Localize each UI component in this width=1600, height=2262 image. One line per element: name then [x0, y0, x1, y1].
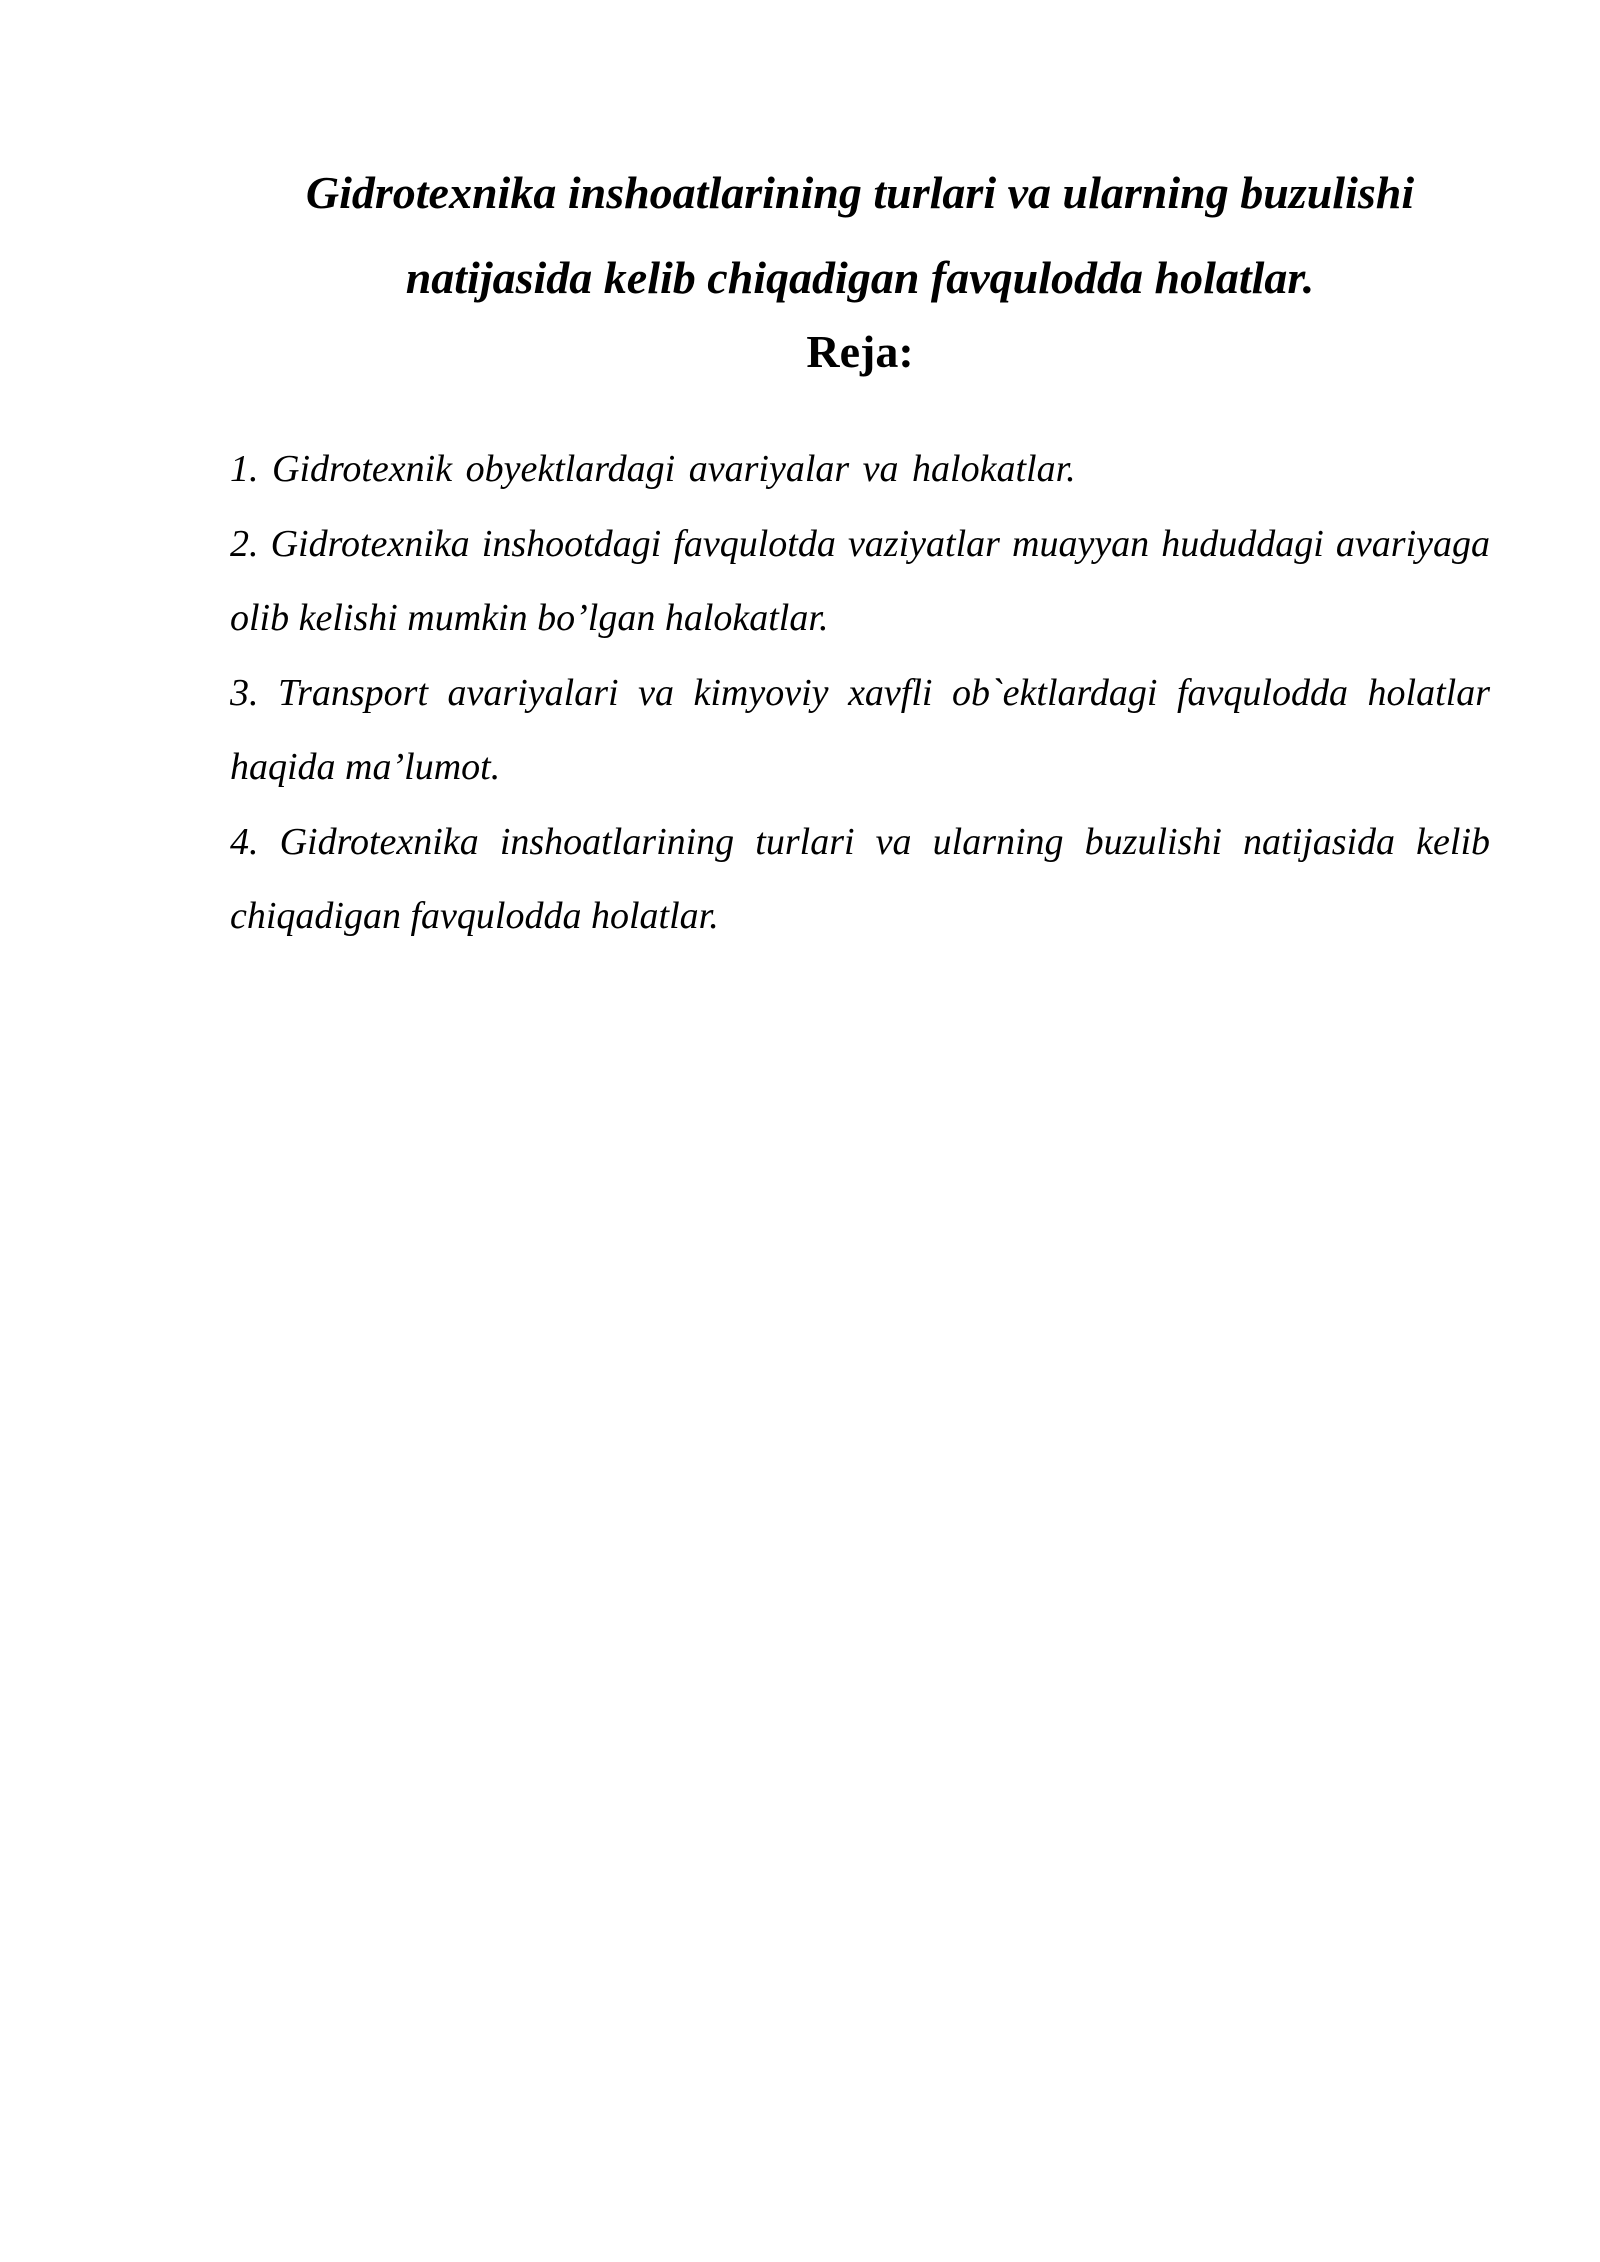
plan-item-3: 3. Transport avariyalari va kimyoviy xavfli ob`ektlardagi favqulodda holatlar haqida ma’lumot.: [230, 671, 1490, 788]
plan-heading: Reja:: [806, 326, 914, 377]
plan-item-2: 2. Gidrotexnika inshootdagi favqulotda vaziyatlar muayyan hududdagi avariyaga olib kelishi mumkin bo’lgan halokatlar.: [230, 522, 1490, 639]
document-title: Gidrotexnika inshoatlarining turlari va ularning buzulishi natijasida kelib chiqadigan favqulodda holatlar.: [305, 167, 1415, 303]
plan-item-4: 4. Gidrotexnika inshoatlarining turlari va ularning buzulishi natijasida kelib chiqadigan favqulodda holatlar.: [230, 820, 1490, 937]
plan-item-1: 1. Gidrotexnik obyektlardagi avariyalar va halokatlar.: [230, 448, 1076, 490]
plan-list: [230, 432, 1490, 954]
